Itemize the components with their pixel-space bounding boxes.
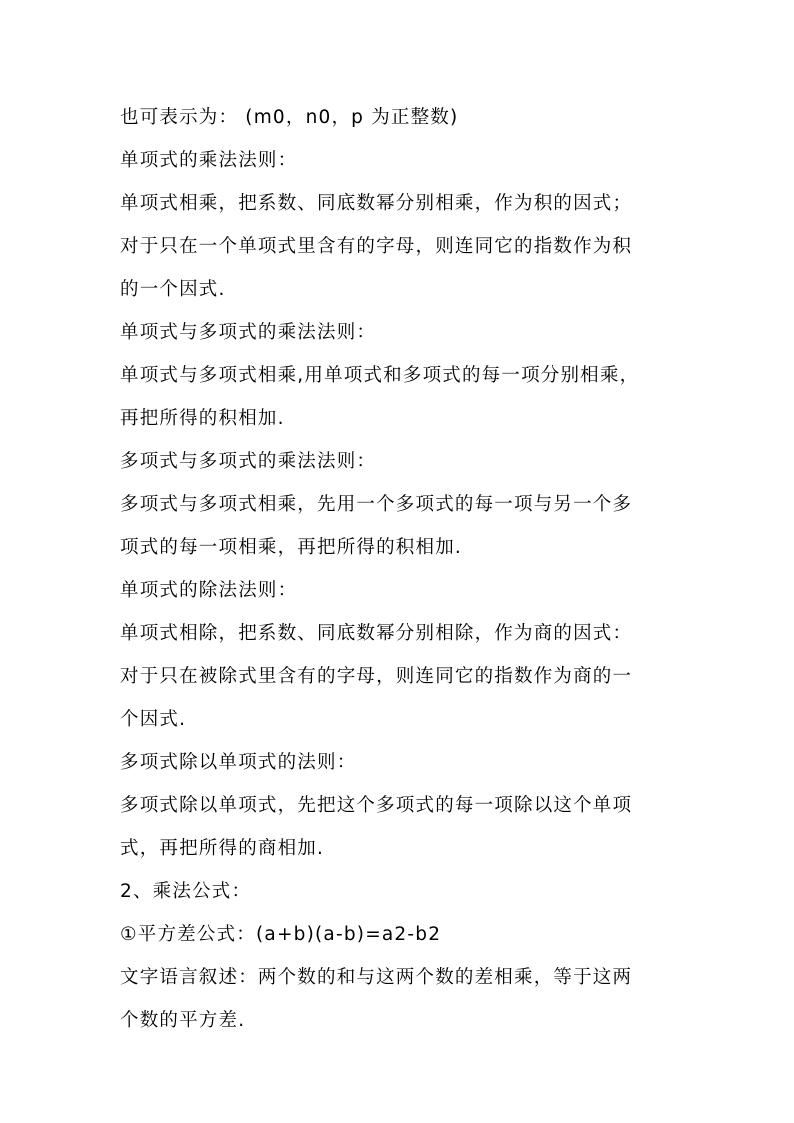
- section-heading-multiplication-formulas: 2、乘法公式：: [120, 881, 252, 902]
- text-line: 多项式除以单项式，先把这个多项式的每一项除以这个单项: [120, 795, 633, 816]
- formula-difference-of-squares: ①平方差公式：(a+b)(a-b)=a2-b2: [120, 924, 442, 945]
- text-line: 个因式.: [120, 709, 187, 730]
- text-line: 单项式相乘，把系数、同底数幂分别相乘，作为积的因式；: [120, 193, 633, 214]
- heading-monomial-division-rule: 单项式的除法法则：: [120, 580, 298, 601]
- heading-monomial-polynomial-multiplication-rule: 单项式与多项式的乘法法则：: [120, 322, 377, 343]
- heading-polynomial-multiplication-rule: 多项式与多项式的乘法法则：: [120, 451, 377, 472]
- text-line: 对于只在被除式里含有的字母，则连同它的指数作为商的一: [120, 666, 633, 687]
- text-line: 单项式与多项式相乘,用单项式和多项式的每一项分别相乘，: [120, 365, 640, 386]
- text-line: 个数的平方差.: [120, 1010, 246, 1031]
- text-line: 多项式与多项式相乘，先用一个多项式的每一项与另一个多: [120, 494, 633, 515]
- text-line: 式，再把所得的商相加.: [120, 838, 325, 859]
- text-line: 再把所得的积相加.: [120, 408, 285, 429]
- text-line: 文字语言叙述：两个数的和与这两个数的差相乘，等于这两: [120, 967, 633, 988]
- text-line: 的一个因式.: [120, 279, 226, 300]
- text-line-representation: 也可表示为： (m0，n0，p 为正整数): [120, 107, 459, 128]
- heading-monomial-multiplication-rule: 单项式的乘法法则：: [120, 150, 298, 171]
- text-line: 对于只在一个单项式里含有的字母，则连同它的指数作为积: [120, 236, 633, 257]
- text-line: 单项式相除，把系数、同底数幂分别相除，作为商的因式：: [120, 623, 633, 644]
- text-line: 项式的每一项相乘，再把所得的积相加.: [120, 537, 462, 558]
- heading-polynomial-division-rule: 多项式除以单项式的法则：: [120, 752, 357, 773]
